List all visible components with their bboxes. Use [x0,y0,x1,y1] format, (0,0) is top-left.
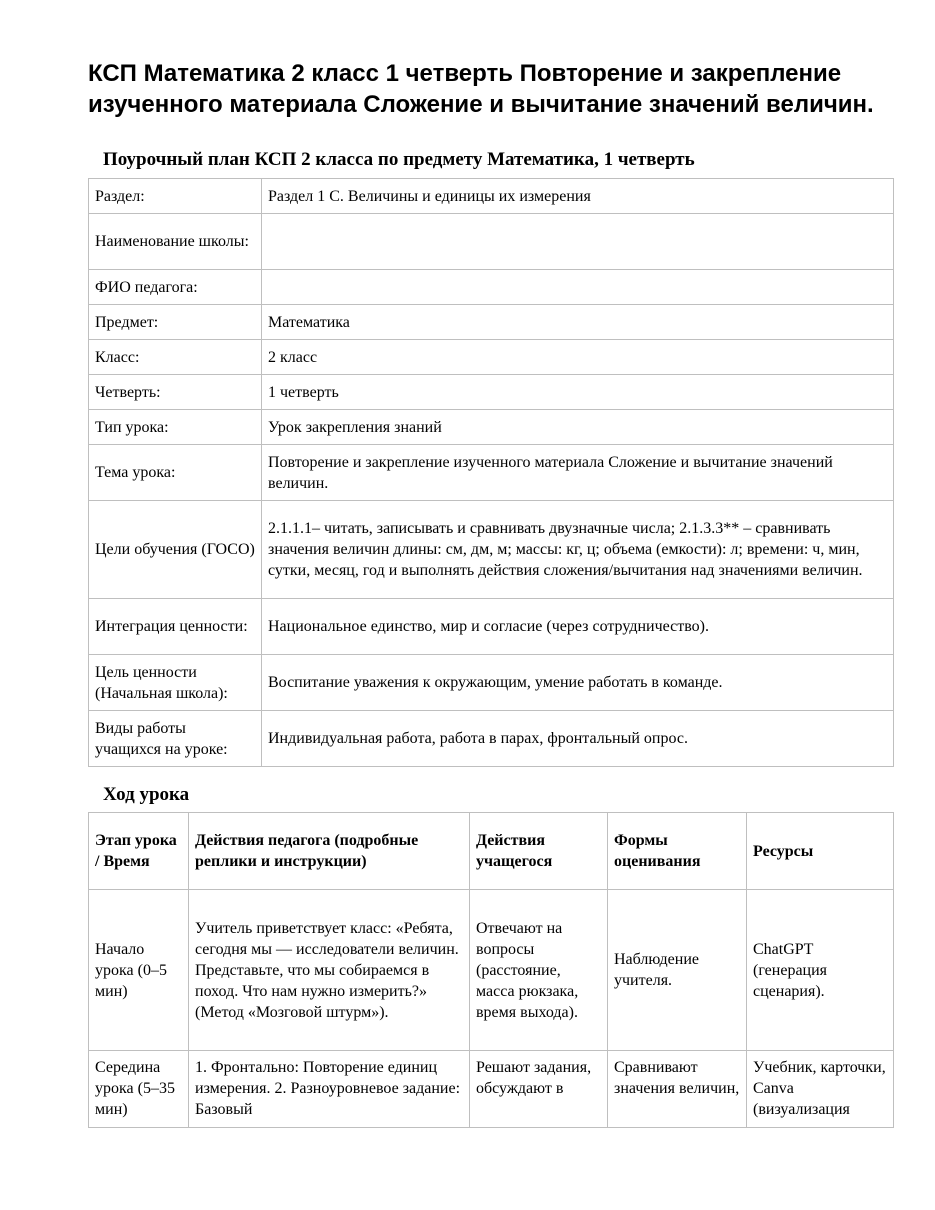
stage-cell: Середина урока (5–35 мин) [89,1051,189,1128]
info-row [89,375,894,410]
info-value: Математика [262,305,894,340]
info-value: Воспитание уважения к окружающим, умение работать в команде. [262,655,894,711]
resources-cell: Учебник, карточки, Canva (визуализация [747,1051,894,1128]
student-actions-cell: Отвечают на вопросы (расстояние, масса рюкзака, время выхода). [470,890,608,1051]
info-key: Цель ценности (Начальная школа): [89,655,262,711]
header-assessment: Формы оценивания [608,813,747,890]
info-value [262,270,894,305]
lesson-flow-table [88,812,894,1128]
info-row [89,270,894,305]
lesson-info-table [88,178,894,767]
info-value: Урок закрепления знаний [262,410,894,445]
assessment-cell: Сравнивают значения величин, [608,1051,747,1128]
teacher-actions-cell: Учитель приветствует класс: «Ребята, сегодня мы — исследователи величин. Представьте, что мы собираемся в поход. Что нам нужно измерить?» (Метод «Мозговой штурм»). [189,890,470,1051]
info-value: Индивидуальная работа, работа в парах, фронтальный опрос. [262,711,894,767]
header-student-actions: Действия учащегося [470,813,608,890]
info-value [262,214,894,270]
info-key: Виды работы учащихся на уроке: [89,711,262,767]
table-row [89,1051,894,1128]
info-value: Раздел 1 С. Величины и единицы их измерения [262,179,894,214]
info-row [89,179,894,214]
info-key: Предмет: [89,305,262,340]
info-key: Четверть: [89,375,262,410]
info-row [89,445,894,501]
info-row [89,599,894,655]
info-row [89,711,894,767]
teacher-actions-cell: 1. Фронтально: Повторение единиц измерения. 2. Разноуровневое задание: Базовый [189,1051,470,1128]
info-value: 1 четверть [262,375,894,410]
flow-heading: Ход урока [103,784,190,805]
assessment-cell: Наблюдение учителя. [608,890,747,1051]
info-key: Класс: [89,340,262,375]
header-teacher-actions: Действия педагога (подробные реплики и инструкции) [189,813,470,890]
info-key: ФИО педагога: [89,270,262,305]
info-row [89,501,894,599]
flow-header-row [89,813,894,890]
info-value: Национальное единство, мир и согласие (через сотрудничество). [262,599,894,655]
header-stage: Этап урока / Время [89,813,189,890]
table-row [89,890,894,1051]
plan-heading: Поурочный план КСП 2 класса по предмету Математика, 1 четверть [103,149,695,170]
info-value: 2 класс [262,340,894,375]
info-row [89,410,894,445]
info-key: Цели обучения (ГОСО) [89,501,262,599]
info-row [89,340,894,375]
info-value: Повторение и закрепление изученного материала Сложение и вычитание значений величин. [262,445,894,501]
info-value: 2.1.1.1– читать, записывать и сравнивать двузначные числа; 2.1.3.3** – сравнивать значения величин длины: см, дм, м; массы: кг, ц; объема (емкости): л; времени: ч, мин, сутки, месяц, год и выполнять действия сложения/вычитания над значениями величин. [262,501,894,599]
document-page [88,58,893,1128]
info-row [89,305,894,340]
info-key: Тема урока: [89,445,262,501]
info-row [89,655,894,711]
info-key: Интеграция ценности: [89,599,262,655]
header-resources: Ресурсы [747,813,894,890]
info-row [89,214,894,270]
info-key: Наименование школы: [89,214,262,270]
student-actions-cell: Решают задания, обсуждают в [470,1051,608,1128]
resources-cell: ChatGPT (генерация сценария). [747,890,894,1051]
stage-cell: Начало урока (0–5 мин) [89,890,189,1051]
info-key: Раздел: [89,179,262,214]
document-title: КСП Математика 2 класс 1 четверть Повторение и закрепление изученного материала Сложение и вычитание значений величин. [88,60,874,118]
info-key: Тип урока: [89,410,262,445]
